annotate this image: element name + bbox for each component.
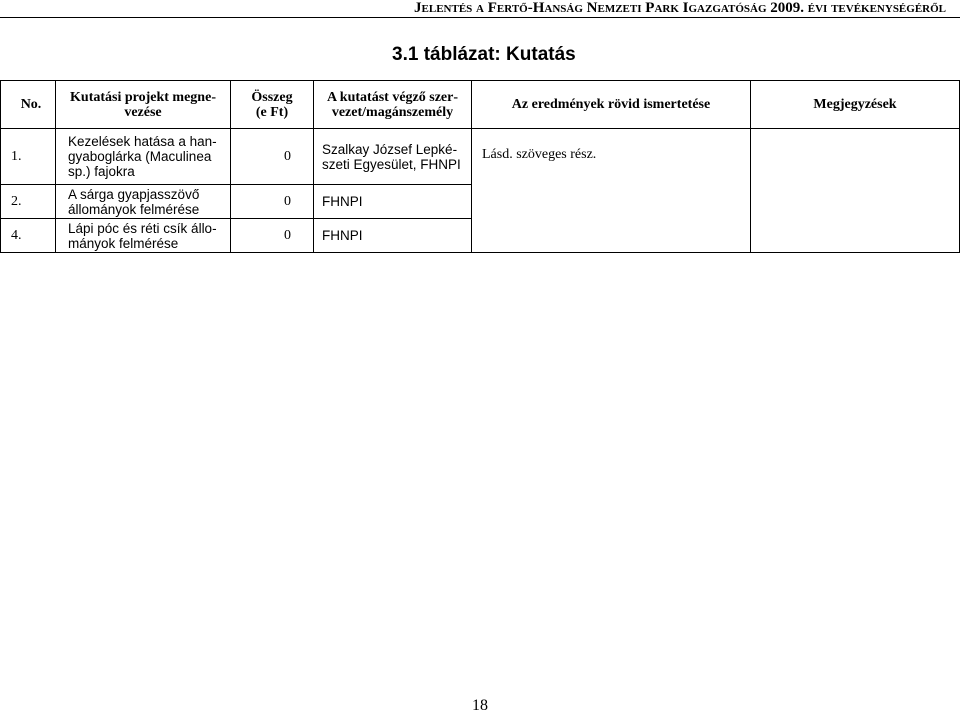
cell-project: Kezelések hatása a hangyaboglárka (Maculinea sp.) fajokra [56,129,231,185]
cell-org: Szalkay József Lepkészeti Egyesület, FHNPI [314,129,472,185]
cell-amount: 0 [231,129,314,185]
table-header-row [1,81,960,129]
header-no: No. [1,81,56,129]
cell-amount: 0 [231,185,314,219]
cell-no: 2. [1,185,56,219]
header-rule [0,17,960,18]
header-notes: Megjegyzések [751,81,960,129]
cell-org: FHNPI [314,185,472,219]
header-project: Kutatási projekt megnevezése [56,81,231,129]
header-org: A kutatást végző szervezet/magánszemély [314,81,472,129]
header-results: Az eredmények rövid ismertetése [472,81,751,129]
table-row [1,129,960,185]
cell-no: 1. [1,129,56,185]
header-amount: Összeg (e Ft) [231,81,314,129]
cell-org: FHNPI [314,219,472,253]
cell-no: 4. [1,219,56,253]
cell-notes [751,129,960,253]
table-title: 3.1 táblázat: Kutatás [392,44,576,65]
cell-amount: 0 [231,219,314,253]
cell-project: A sárga gyapjasszövő állományok felmérése [56,185,231,219]
research-table [0,80,960,253]
running-header: Jelentés a Fertő-Hanság Nemzeti Park Igazgatóság 2009. évi tevékenységéről [414,0,946,16]
cell-project: Lápi póc és réti csík állományok felmérése [56,219,231,253]
page-number: 18 [472,697,488,714]
cell-results: Lásd. szöveges rész. [472,129,751,253]
